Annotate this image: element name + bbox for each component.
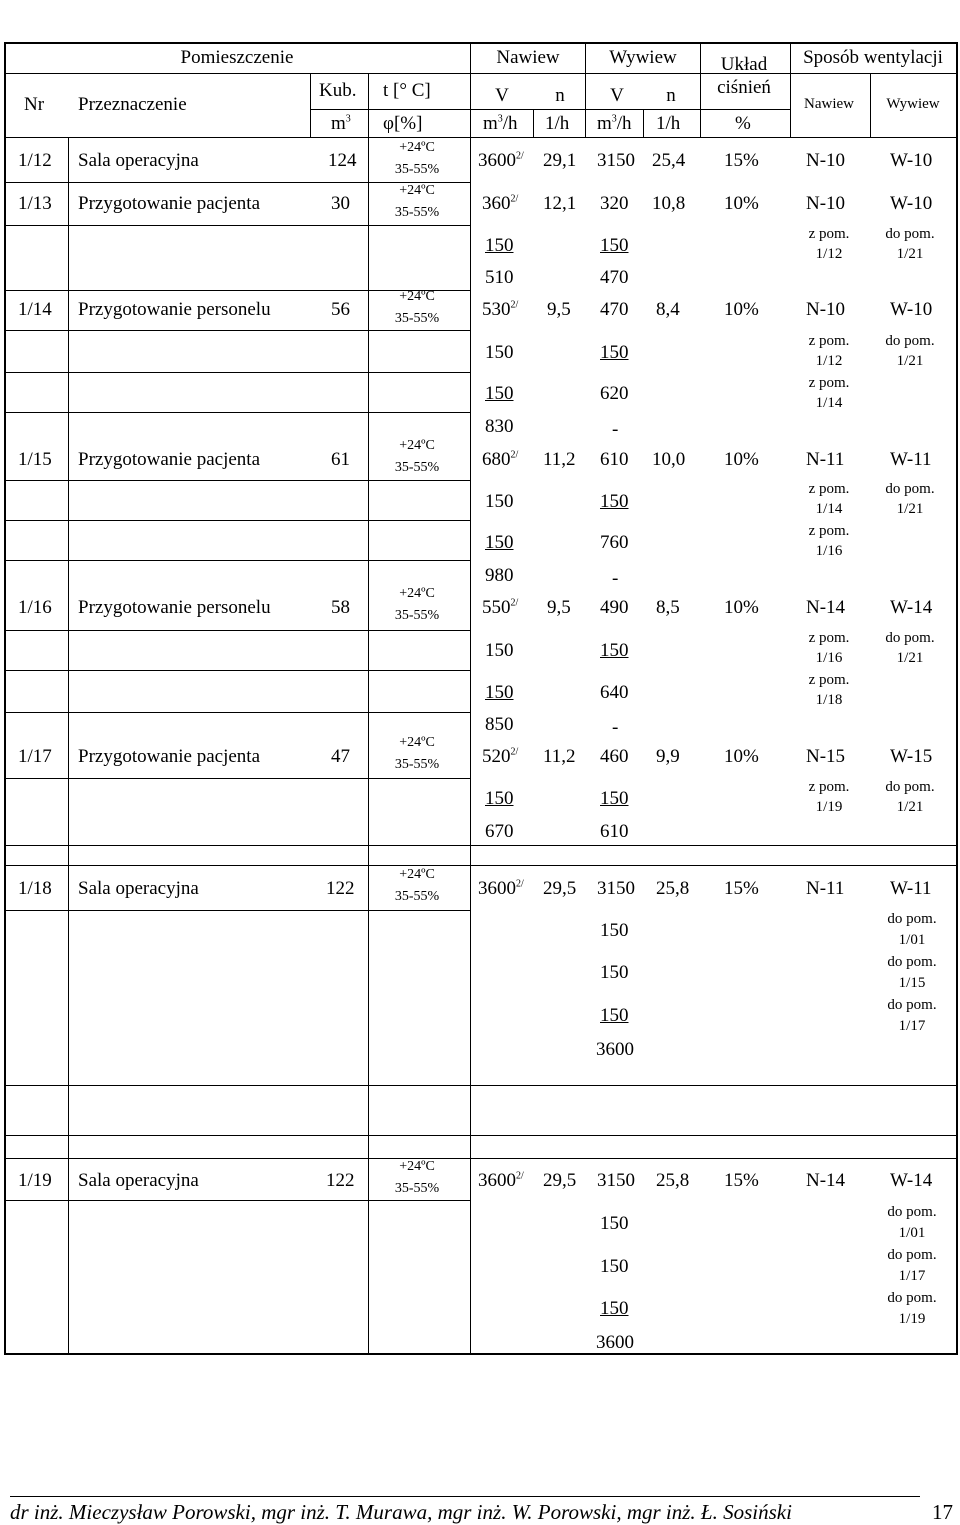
- room-name: Przygotowanie pacjenta: [78, 746, 261, 767]
- supply-v: $3600^{2/}$: [478, 150, 524, 171]
- exhaust-v: 640: [600, 682, 629, 703]
- supply-system: N-14: [806, 1170, 846, 1191]
- pressure: 15%: [724, 1170, 759, 1191]
- supply-v: 150: [485, 532, 514, 553]
- room-volume: 61: [331, 449, 350, 470]
- supply-v: 150: [485, 788, 514, 809]
- exhaust-v: 150: [600, 920, 629, 941]
- supply-source-room: 1/12: [815, 353, 843, 369]
- supply-n: 9,5: [547, 597, 571, 618]
- exhaust-v: 150: [600, 491, 629, 512]
- room-nr: 1/18: [18, 878, 52, 899]
- supply-total: 830: [485, 416, 514, 437]
- supply-n: 29,1: [543, 150, 577, 171]
- exhaust-v: 150: [600, 640, 629, 661]
- exhaust-system: W-10: [890, 193, 933, 214]
- exhaust-v: 490: [600, 597, 629, 618]
- supply-v: $550^{2/}$: [482, 597, 519, 618]
- supply-v: $3600^{2/}$: [478, 1170, 524, 1191]
- exhaust-target-room: 1/21: [896, 501, 924, 517]
- pressure: 10%: [724, 597, 759, 618]
- room-temp: +24ºC: [399, 586, 435, 601]
- room-temp: +24ºC: [399, 438, 435, 453]
- exhaust-target-room: 1/17: [898, 1268, 926, 1284]
- room-volume: 30: [331, 193, 350, 214]
- exhaust-v: 3150: [597, 150, 635, 171]
- room-volume: 124: [328, 150, 357, 171]
- supply-n: 9,5: [547, 299, 571, 320]
- supply-source-room: 1/16: [815, 650, 843, 666]
- exhaust-target-room: 1/17: [898, 1018, 926, 1034]
- pressure: 10%: [724, 193, 759, 214]
- supply-system: N-11: [806, 449, 845, 470]
- room-temp: +24ºC: [399, 735, 435, 750]
- room-nr: 1/12: [18, 150, 52, 171]
- header-v-wywiew: V: [610, 85, 624, 106]
- header-n-nawiew: n: [555, 85, 565, 106]
- unit-phi: φ[%]: [383, 113, 423, 134]
- supply-source-room: 1/14: [815, 395, 843, 411]
- room-nr: 1/19: [18, 1170, 52, 1191]
- supply-source-room: 1/12: [815, 246, 843, 262]
- supply-source: z pom.: [808, 375, 850, 391]
- header-sposob: Sposób wentylacji: [803, 47, 943, 68]
- exhaust-v: 320: [600, 193, 629, 214]
- exhaust-v: 150: [600, 1298, 629, 1319]
- exhaust-v: 610: [600, 449, 629, 470]
- exhaust-system: W-10: [890, 150, 933, 171]
- exhaust-target-room: 1/21: [896, 650, 924, 666]
- supply-system: N-15: [806, 746, 846, 767]
- room-name: Sala operacyjna: [78, 1170, 199, 1191]
- unit-m3h-wywiew: $m^3/h$: [597, 113, 632, 134]
- unit-m3: $m^3$: [331, 113, 351, 134]
- room-nr: 1/16: [18, 597, 52, 618]
- exhaust-n: 10,0: [652, 449, 686, 470]
- header-nawiew: Nawiew: [496, 47, 560, 68]
- pressure: 10%: [724, 746, 759, 767]
- pressure: 15%: [724, 878, 759, 899]
- supply-v: $530^{2/}$: [482, 299, 519, 320]
- supply-v: $520^{2/}$: [482, 746, 519, 767]
- exhaust-target: do pom.: [885, 630, 935, 646]
- exhaust-v: 150: [600, 1256, 629, 1277]
- exhaust-target: do pom.: [887, 954, 937, 970]
- header-nr: Nr: [24, 94, 45, 115]
- exhaust-target-room: 1/19: [898, 1311, 926, 1327]
- room-volume: 47: [331, 746, 350, 767]
- room-humidity: 35-55%: [394, 757, 440, 772]
- exhaust-v: 470: [600, 299, 629, 320]
- supply-v: $3600^{2/}$: [478, 878, 524, 899]
- supply-source-room: 1/18: [815, 692, 843, 708]
- exhaust-system: W-15: [890, 746, 933, 767]
- exhaust-v: 150: [600, 1213, 629, 1234]
- supply-source: z pom.: [808, 630, 850, 646]
- supply-system: N-10: [806, 299, 846, 320]
- exhaust-n: 9,9: [656, 746, 680, 767]
- room-name: Przygotowanie personelu: [78, 597, 271, 618]
- room-name: Przygotowanie personelu: [78, 299, 271, 320]
- exhaust-v: 620: [600, 383, 629, 404]
- exhaust-system: W-14: [890, 597, 933, 618]
- room-name: Przygotowanie pacjenta: [78, 193, 261, 214]
- header-przeznaczenie: Przeznaczenie: [78, 94, 187, 115]
- unit-1h-wywiew: 1/h: [656, 113, 681, 134]
- exhaust-total: 610: [600, 821, 629, 842]
- supply-total: 980: [485, 565, 514, 586]
- exhaust-system: W-11: [890, 449, 932, 470]
- supply-n: 11,2: [543, 449, 576, 470]
- supply-source-room: 1/16: [815, 543, 843, 559]
- supply-system: N-10: [806, 193, 846, 214]
- exhaust-target-room: 1/21: [896, 799, 924, 815]
- supply-v: 150: [485, 342, 514, 363]
- exhaust-total: 3600: [596, 1039, 634, 1060]
- header-t: t [° C]: [383, 80, 431, 101]
- supply-source: z pom.: [808, 481, 850, 497]
- room-volume: 56: [331, 299, 350, 320]
- exhaust-n: 8,5: [656, 597, 680, 618]
- exhaust-n: 25,4: [652, 150, 686, 171]
- room-temp: +24ºC: [399, 183, 435, 198]
- header-sposob-wywiew: Wywiew: [886, 96, 940, 112]
- exhaust-target: do pom.: [887, 1204, 937, 1220]
- exhaust-v: 760: [600, 532, 629, 553]
- supply-v: 150: [485, 383, 514, 404]
- exhaust-system: W-11: [890, 878, 932, 899]
- room-nr: 1/13: [18, 193, 52, 214]
- supply-v: 150: [485, 640, 514, 661]
- room-nr: 1/14: [18, 299, 52, 320]
- supply-v: $680^{2/}$: [482, 449, 519, 470]
- exhaust-v: 150: [600, 235, 629, 256]
- exhaust-n: 8,4: [656, 299, 680, 320]
- supply-system: N-11: [806, 878, 845, 899]
- exhaust-target: do pom.: [887, 1247, 937, 1263]
- exhaust-v: 150: [600, 342, 629, 363]
- exhaust-target-room: 1/15: [898, 975, 926, 991]
- header-uklad: Układ: [720, 54, 768, 75]
- supply-source-room: 1/19: [815, 799, 843, 815]
- exhaust-total: -: [612, 568, 619, 589]
- room-humidity: 35-55%: [394, 162, 440, 177]
- header-n-wywiew: n: [666, 85, 676, 106]
- room-volume: 122: [326, 878, 355, 899]
- supply-system: N-14: [806, 597, 846, 618]
- exhaust-target-room: 1/01: [898, 932, 926, 948]
- supply-n: 11,2: [543, 746, 576, 767]
- supply-source-room: 1/14: [815, 501, 843, 517]
- exhaust-target: do pom.: [887, 997, 937, 1013]
- supply-source: z pom.: [808, 333, 850, 349]
- room-humidity: 35-55%: [394, 460, 440, 475]
- supply-source: z pom.: [808, 523, 850, 539]
- room-temp: +24ºC: [399, 140, 435, 155]
- exhaust-v: 460: [600, 746, 629, 767]
- room-volume: 58: [331, 597, 350, 618]
- exhaust-n: 10,8: [652, 193, 686, 214]
- exhaust-v: 3150: [597, 1170, 635, 1191]
- exhaust-total: -: [612, 717, 619, 738]
- exhaust-target: do pom.: [885, 481, 935, 497]
- header-wywiew: Wywiew: [609, 47, 677, 68]
- supply-n: 29,5: [543, 1170, 577, 1191]
- exhaust-target: do pom.: [885, 226, 935, 242]
- room-temp: +24ºC: [399, 1159, 435, 1174]
- supply-source: z pom.: [808, 779, 850, 795]
- unit-percent: %: [735, 113, 751, 134]
- unit-1h-nawiew: 1/h: [545, 113, 570, 134]
- supply-total: 850: [485, 714, 514, 735]
- exhaust-target-room: 1/01: [898, 1225, 926, 1241]
- exhaust-total: -: [612, 419, 619, 440]
- supply-v: $360^{2/}$: [482, 193, 519, 214]
- exhaust-v: 150: [600, 788, 629, 809]
- supply-v: 150: [485, 235, 514, 256]
- room-humidity: 35-55%: [394, 608, 440, 623]
- exhaust-target: do pom.: [887, 1290, 937, 1306]
- header-pomieszczenie: Pomieszczenie: [180, 47, 294, 68]
- supply-source: z pom.: [808, 672, 850, 688]
- supply-source: z pom.: [808, 226, 850, 242]
- supply-total: 510: [485, 267, 514, 288]
- page-number: 17: [932, 1500, 953, 1524]
- footer-rule: [10, 1496, 920, 1497]
- room-humidity: 35-55%: [394, 311, 440, 326]
- exhaust-n: 25,8: [656, 1170, 690, 1191]
- exhaust-system: W-10: [890, 299, 933, 320]
- exhaust-target: do pom.: [885, 779, 935, 795]
- unit-m3h-nawiew: $m^3/h$: [483, 113, 518, 134]
- room-name: Sala operacyjna: [78, 878, 199, 899]
- header-cisnien: ciśnień: [717, 77, 771, 98]
- header-kub: Kub.: [319, 80, 357, 101]
- exhaust-v: 150: [600, 1005, 629, 1026]
- exhaust-v: 3150: [597, 878, 635, 899]
- pressure: 10%: [724, 299, 759, 320]
- exhaust-total: 470: [600, 267, 629, 288]
- exhaust-target: do pom.: [885, 333, 935, 349]
- pressure: 15%: [724, 150, 759, 171]
- exhaust-total: 3600: [596, 1332, 634, 1353]
- room-name: Przygotowanie pacjenta: [78, 449, 261, 470]
- supply-n: 12,1: [543, 193, 577, 214]
- supply-v: 150: [485, 682, 514, 703]
- room-humidity: 35-55%: [394, 1181, 440, 1196]
- room-nr: 1/15: [18, 449, 52, 470]
- supply-system: N-10: [806, 150, 846, 171]
- room-humidity: 35-55%: [394, 889, 440, 904]
- exhaust-v: 150: [600, 962, 629, 983]
- supply-n: 29,5: [543, 878, 577, 899]
- exhaust-n: 25,8: [656, 878, 690, 899]
- pressure: 10%: [724, 449, 759, 470]
- room-nr: 1/17: [18, 746, 52, 767]
- exhaust-target-room: 1/21: [896, 246, 924, 262]
- header-sposob-nawiew: Nawiew: [804, 96, 854, 112]
- room-name: Sala operacyjna: [78, 150, 199, 171]
- exhaust-target-room: 1/21: [896, 353, 924, 369]
- room-humidity: 35-55%: [394, 205, 440, 220]
- supply-total: 670: [485, 821, 514, 842]
- supply-v: 150: [485, 491, 514, 512]
- room-temp: +24ºC: [399, 289, 435, 304]
- header-v-nawiew: V: [495, 85, 509, 106]
- footer-authors: dr inż. Mieczysław Porowski, mgr inż. T. Murawa, mgr inż. W. Porowski, mgr inż. Ł. Sosiński: [10, 1500, 792, 1524]
- exhaust-target: do pom.: [887, 911, 937, 927]
- room-volume: 122: [326, 1170, 355, 1191]
- room-temp: +24ºC: [399, 867, 435, 882]
- exhaust-system: W-14: [890, 1170, 933, 1191]
